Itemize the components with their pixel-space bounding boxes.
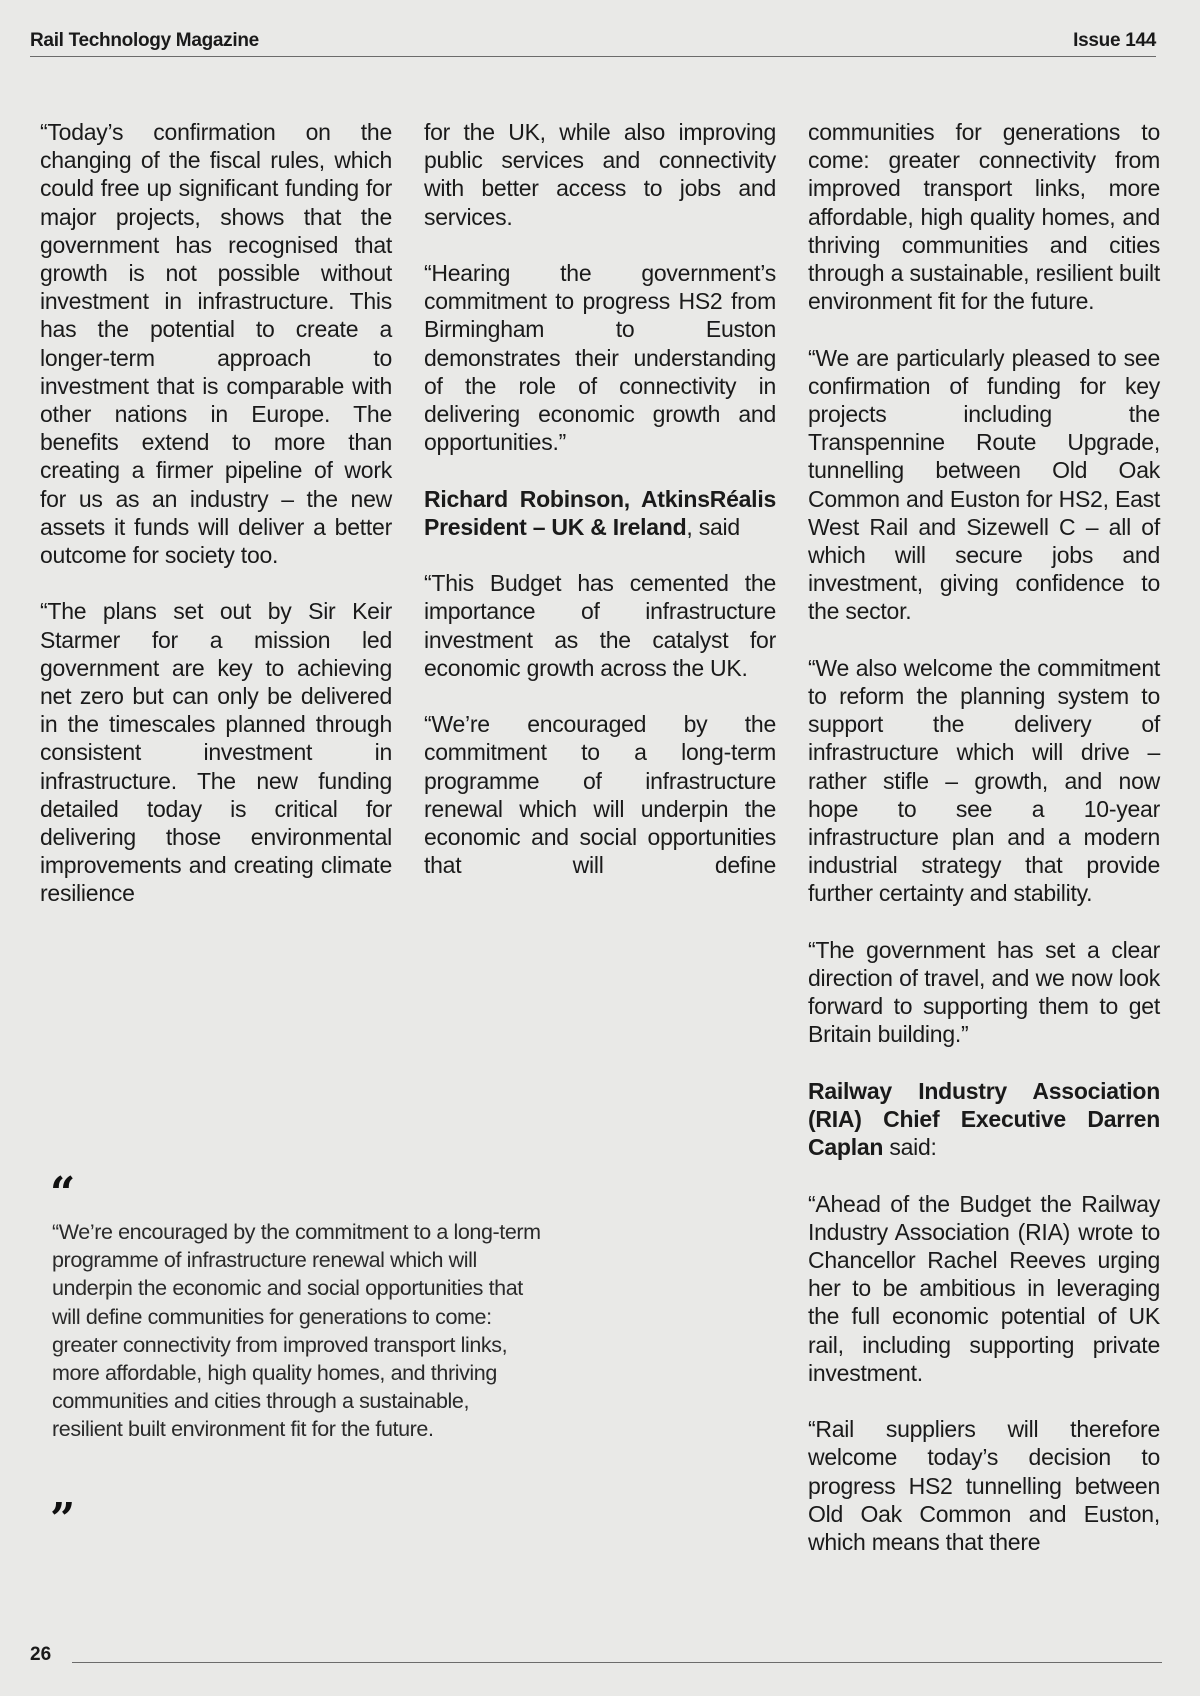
paragraph: “We are particularly pleased to see confirmation of funding for key projects including the Transpennine Route Upgrade, tunnelling between Old Oak Common and Euston for HS2, East West Rail and Sizewell C – all of which will secure jobs and investment, giving confidence to the sector.: [808, 344, 1160, 625]
said-text: , said: [686, 513, 740, 540]
article-column-2: [424, 118, 776, 908]
open-quote-icon: “: [50, 1168, 76, 1219]
publication-title: Rail Technology Magazine: [30, 30, 259, 51]
speaker-attribution: [424, 485, 776, 541]
article-column-3: [808, 118, 1160, 1584]
paragraph: “Today’s confirmation on the changing of the fiscal rules, which could free up significant funding for major projects, shows that the government has recognised that growth is not possible without investment in infrastructure. This has the potential to create a longer-term approach to investment that is comparable with other nations in Europe. The benefits extend to more than creating a firmer pipeline of work for us as an industry – the new assets it funds will deliver a better outcome for society too.: [40, 119, 392, 569]
footer-rule: [72, 1662, 1162, 1663]
article-column-1: [40, 118, 392, 936]
said-text: said:: [883, 1134, 937, 1161]
paragraph: communities for generations to come: greater connectivity from improved transport links, more affordable, high quality homes, and thriving communities and cities through a sustainable, resilient built environment fit for the future.: [808, 119, 1160, 315]
pull-quote: “We’re encouraged by the commitment to a long-term programme of infrastructure renewal which will underpin the economic and social opportunities that will define communities for generations to come: greater connectivity from improved transport links, more affordable, high quality homes, and thriving communities and cities through a sustainable, resilient built environment fit for the future.: [52, 1220, 541, 1442]
paragraph: “We also welcome the commitment to reform the planning system to support the delivery of infrastructure which will drive – rather stifle – growth, and now hope to see a 10-year infrastructure plan and a modern industrial strategy that provide further certainty and stability.: [808, 654, 1160, 907]
paragraph: for the UK, while also improving public services and connectivity with better access to jobs and services.: [424, 119, 776, 230]
speaker-name: Richard Robinson, AtkinsRéalis President – UK & Ireland: [424, 485, 776, 540]
running-header: [30, 28, 1156, 57]
paragraph: “Ahead of the Budget the Railway Industry Association (RIA) wrote to Chancellor Rachel Reeves urging her to be ambitious in leveraging the full economic potential of UK rail, including supporting private investment.: [808, 1190, 1160, 1386]
paragraph: “The government has set a clear direction of travel, and we now look forward to supporting them to get Britain building.”: [808, 936, 1160, 1048]
paragraph: “This Budget has cemented the importance of infrastructure investment as the catalyst for economic growth across the UK.: [424, 570, 776, 681]
close-quote-icon: ”: [50, 1494, 76, 1545]
page-footer: [30, 1644, 1162, 1674]
paragraph: “We’re encouraged by the commitment to a long-term programme of infrastructure renewal which will underpin the economic and social opportunities that will define: [424, 711, 776, 879]
issue-number: Issue 144: [1073, 30, 1156, 51]
page-number: 26: [30, 1644, 52, 1665]
paragraph: “Hearing the government’s commitment to progress HS2 from Birmingham to Euston demonstrates their understanding of the role of connectivity in delivering economic growth and opportunities.”: [424, 260, 776, 456]
speaker-name: Railway Industry Association (RIA) Chief Executive Darren Caplan: [808, 1077, 1160, 1161]
speaker-attribution: [808, 1077, 1160, 1162]
paragraph: “The plans set out by Sir Keir Starmer for a mission led government are key to achieving net zero but can only be delivered in the timescales planned through consistent investment in infrastructure. The new funding detailed today is critical for delivering those environmental improvements and creating climate resilience: [40, 598, 392, 907]
paragraph: “Rail suppliers will therefore welcome today’s decision to progress HS2 tunnelling between Old Oak Common and Euston, which means that there: [808, 1416, 1160, 1556]
